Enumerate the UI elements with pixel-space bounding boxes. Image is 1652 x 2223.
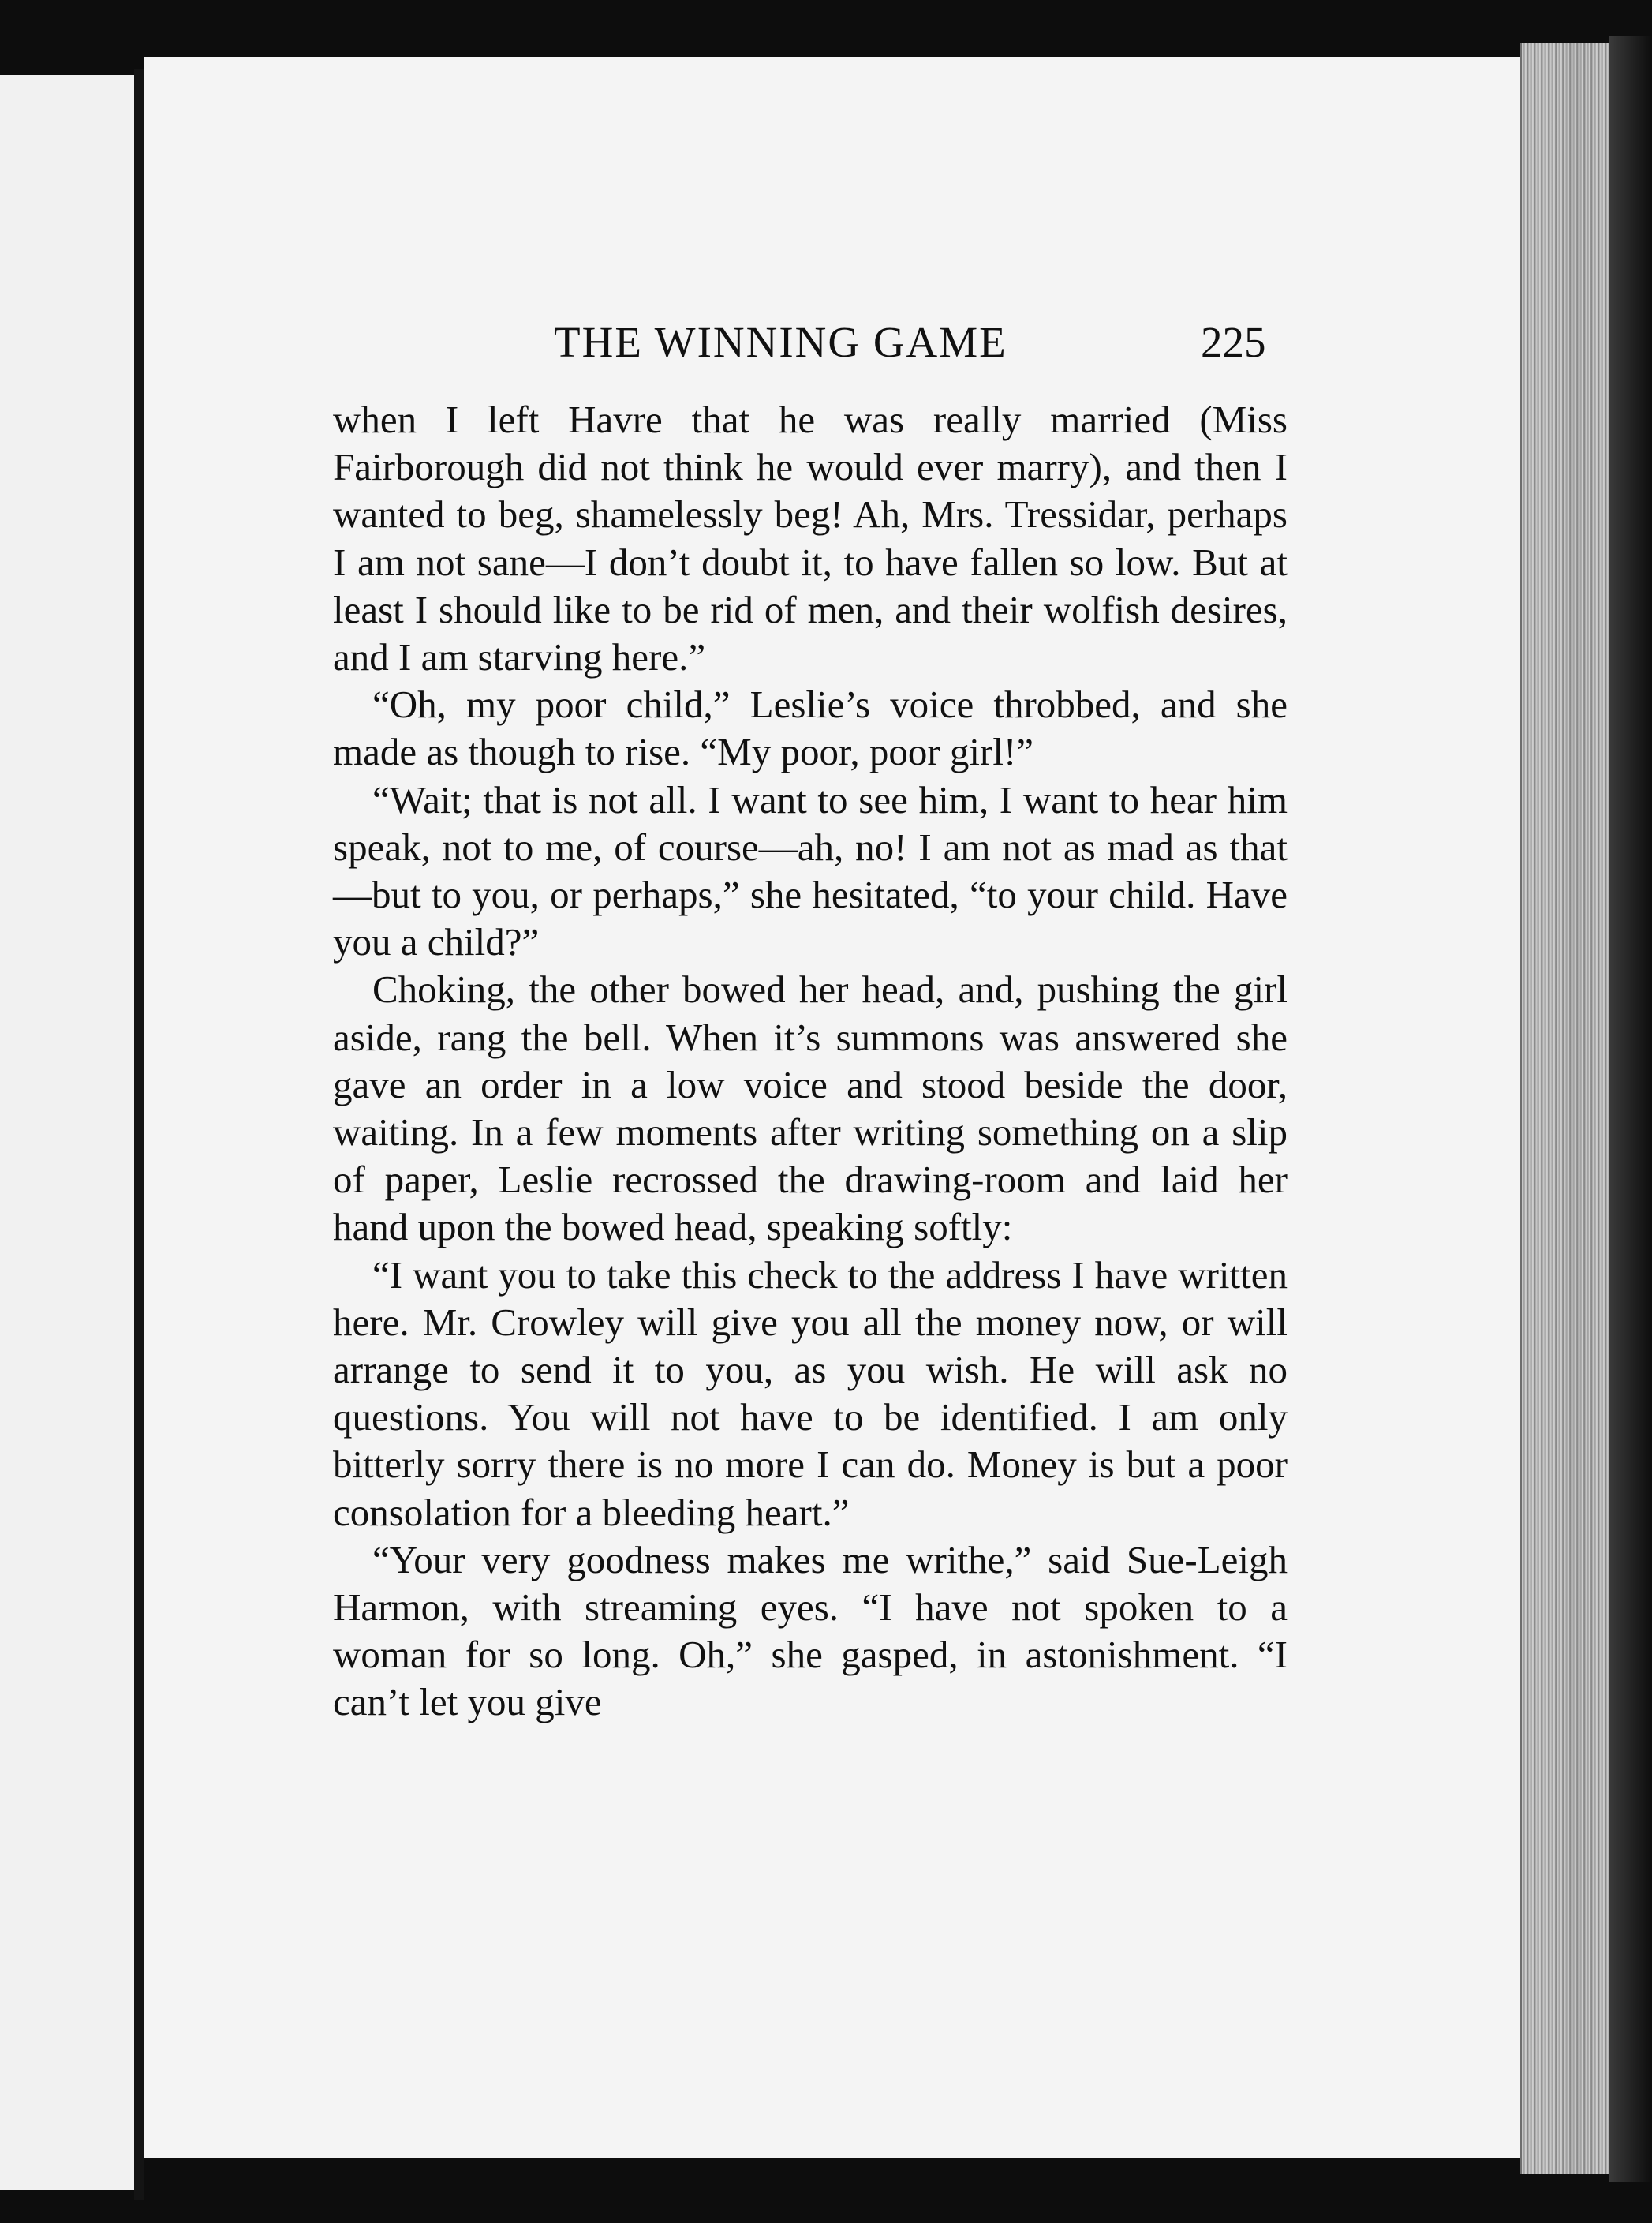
page-number: 225 — [1201, 318, 1266, 366]
book-gutter — [134, 69, 144, 2200]
paragraph: Choking, the other bowed her head, and, pushing the girl aside, rang the bell. When it’s summons was answered she gave an order in a low voice and stood beside the door, waiting. In a few moments after writing something on a slip of paper, Leslie recrossed the drawing-room and laid her hand upon the bowed head, speaking softly: — [333, 967, 1288, 1249]
page-edges-shadow — [1609, 36, 1652, 2182]
page-edges — [1520, 43, 1616, 2174]
book-page — [144, 57, 1520, 2158]
body-text — [333, 396, 1288, 1727]
paragraph: “Oh, my poor child,” Leslie’s voice throbbed, and she made as though to rise. “My poor, poor girl!” — [333, 683, 1288, 774]
paragraph: “Your very goodness makes me writhe,” said Sue-Leigh Harmon, with streaming eyes. “I have not spoken to a woman for so long. Oh,” she gasped, in astonishment. “I can’t let you give — [333, 1537, 1288, 1724]
running-head — [144, 317, 1520, 372]
paragraph: “I want you to take this check to the address I have written here. Mr. Crowley will give you all the money now, or will arrange to send it to you, as you wish. He will ask no questions. You will not have to be identified. I am only bitterly sorry there is no more I can do. Money is but a poor consolation for a bleeding heart.” — [333, 1252, 1288, 1534]
previous-page-edge — [0, 75, 136, 2190]
running-title: THE WINNING GAME — [554, 318, 1007, 366]
paragraph: “Wait; that is not all. I want to see him, I want to hear him speak, not to me, of course—ah, no! I am not as mad as that—but to you, or perhaps,” she hesitated, “to your child. Have you a child?” — [333, 777, 1288, 964]
paragraph: when I left Havre that he was really married (Miss Fairborough did not think he would ever marry), and then I wanted to beg, shamelessly beg! Ah, Mrs. Tressidar, perhaps I am not sane—I don’t doubt it, to have fallen so low. But at least I should like to be rid of men, and their wolfish desires, and I am starving here.” — [333, 398, 1288, 679]
